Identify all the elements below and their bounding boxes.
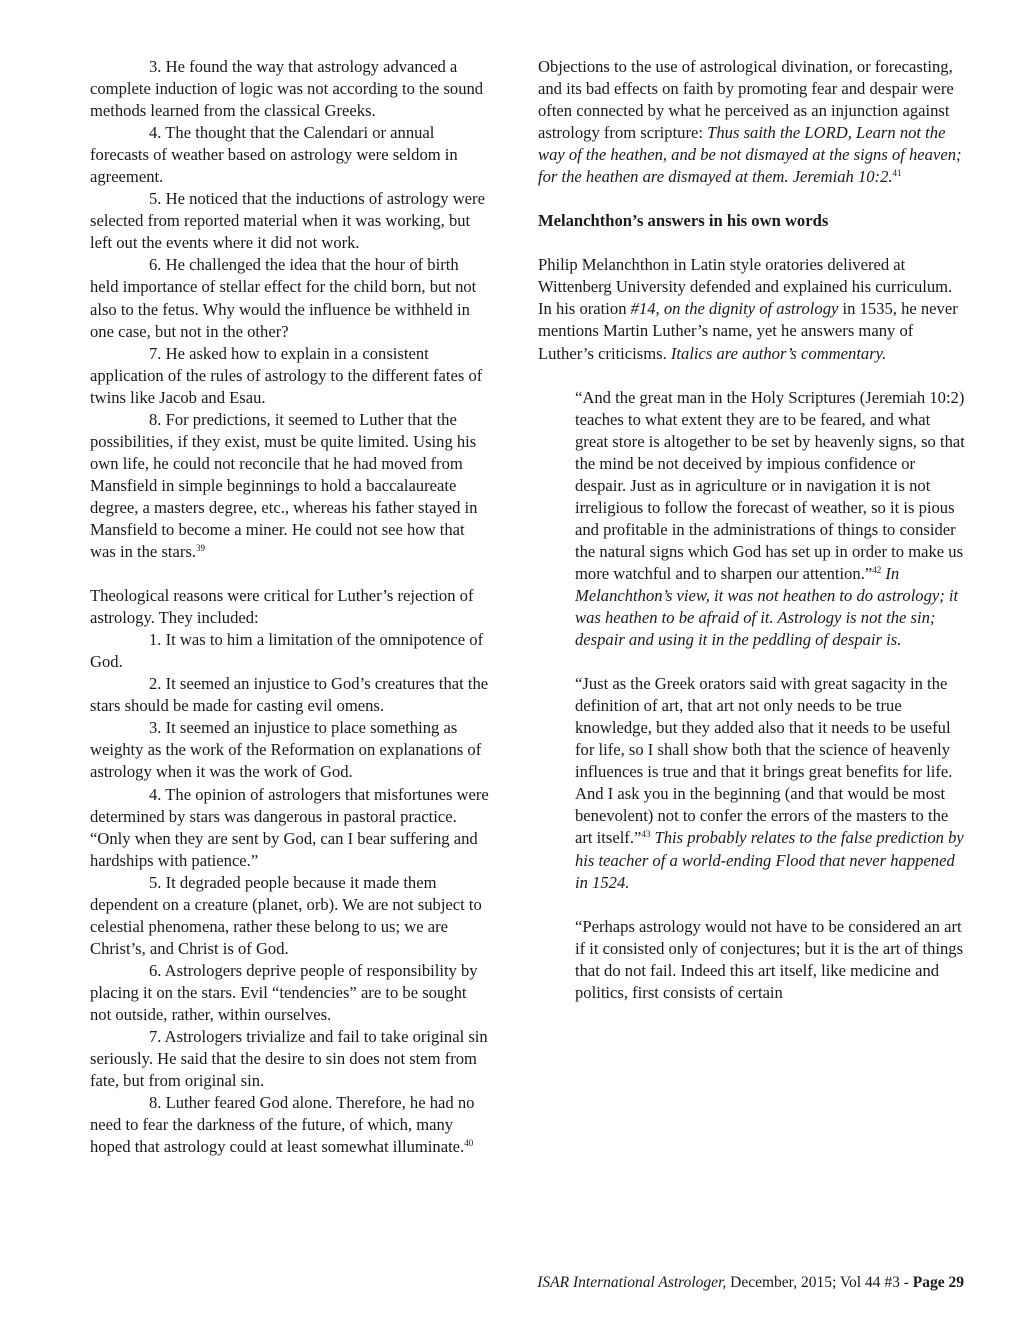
quote-3-text: “Perhaps astrology would not have to be considered an art if it consisted only of conjectures; but it is the art of things that do not fail. Indeed this art itself, like medicine and politics, first consists of certain <box>575 916 964 1002</box>
quote-2-text: “Just as the Greek orators said with great sagacity in the definition of art, that art not only needs to be true knowledge, but they added also that it needs to be useful for life, so I shall show both that the science of heavenly influences is true and that it brings great benefits for life. And I ask you in the beginning (and that would be most benevolent) not to confer the errors of the masters to the art itself.” <box>575 674 953 848</box>
footnote-ref-40: 40 <box>464 1138 474 1149</box>
block-quote-1 <box>538 387 966 652</box>
objections-paragraph <box>538 56 966 188</box>
reason-8-text: 8. Luther feared God alone. Therefore, he had no need to fear the darkness of the future, of which, many hoped that astrology could at least somewhat illuminate. <box>90 1093 475 1157</box>
luther-objection-5: 5. He noticed that the inductions of astrology were selected from reported material when it was working, but left out the events where it did not work. <box>90 189 485 253</box>
quote-1-paragraph <box>575 387 966 652</box>
publication-name: ISAR International Astrologer, <box>537 1274 727 1291</box>
luther-objection-4: 4. The thought that the Calendari or annual forecasts of weather based on astrology were seldom in agreement. <box>90 123 458 187</box>
footnote-ref-43: 43 <box>641 829 651 840</box>
theological-reason-1: 1. It was to him a limitation of the omnipotence of God. <box>90 630 484 672</box>
melanchthon-intro <box>538 254 966 364</box>
oration-title: #14, on the dignity of astrology <box>630 299 839 319</box>
quote-1-text: “And the great man in the Holy Scriptures (Jeremiah 10:2) teaches to what extent they are to be feared, and what great store is altogether to be set by heavenly signs, so that the mind be not deceived by impious confidence or despair. Just as in agriculture or in navigation it is not irreligious to follow the forecast of weather, so it is pious and profitable in the administrations of things to consider the natural signs which God has set up in order to make us more watchful and to sharpen our attention.” <box>575 387 965 583</box>
theological-reason-4: 4. The opinion of astrologers that misfortunes were determined by stars was dangerous in pastoral practice. “Only when they are sent by God, can I bear suffering and hardships with patience.” <box>90 784 489 870</box>
intro-part-b: in 1535, he never mentions Martin Luther’s name, yet he answers many of Luther’s criticisms. <box>538 299 958 363</box>
theological-reason-2: 2. It seemed an injustice to God’s creatures that the stars should be made for casting evil omens. <box>90 674 489 716</box>
objection-8-text: 8. For predictions, it seemed to Luther that the possibilities, if they exist, must be quite limited. Using his own life, he could not reconcile that he had moved from Mansfield in simple beginnings to hold a baccalaureate degree, a masters degree, etc., whereas his father stayed in Mansfield to become a miner. He could not see how that was in the stars. <box>90 409 478 562</box>
section-heading: Melanchthon’s answers in his own words <box>538 211 829 231</box>
theological-reason-3: 3. It seemed an injustice to place something as weighty as the work of the Reformation on explanations of astrology when it was the work of God. <box>90 718 482 782</box>
left-column <box>90 56 490 1158</box>
luther-objection-3: 3. He found the way that astrology advanced a complete induction of logic was not according to the sound methods learned from the classical Greeks. <box>90 57 484 121</box>
scripture-quote: Thus saith the LORD, Learn not the way of the heathen, and be not dismayed at the signs of heaven; for the heathen are dismayed at them. Jeremiah 10:2. <box>538 123 962 187</box>
objections-text: Objections to the use of astrological divination, or forecasting, and its bad effects on faith by promoting fear and despair were often connected by what he perceived as an injunction against astrology from scripture: <box>538 57 954 143</box>
block-quote-3 <box>538 916 966 1004</box>
author-comment-1: In Melanchthon’s view, it was not heathen to do astrology; it was heathen to be afraid of it. Astrology is not the sin; despair and using it in the peddling of despair is. <box>575 563 959 650</box>
block-quote-2 <box>538 673 966 893</box>
theological-reason-7: 7. Astrologers trivialize and fail to take original sin seriously. He said that the desire to sin does not stem from fate, but from original sin. <box>90 1027 488 1091</box>
footnote-ref-39: 39 <box>196 543 205 554</box>
theological-intro: Theological reasons were critical for Luther’s rejection of astrology. They included: <box>90 586 474 628</box>
issue-info: December, 2015; Vol 44 #3 - <box>730 1274 909 1291</box>
quote-2-paragraph <box>575 673 966 893</box>
page-number: Page 29 <box>912 1274 964 1291</box>
page-footer <box>537 1273 964 1293</box>
right-column <box>538 56 966 1004</box>
theological-reason-6: 6. Astrologers deprive people of responsibility by placing it on the stars. Evil “tendencies” are to be sought not outside, rather, within ourselves. <box>90 960 478 1024</box>
theological-reason-8 <box>90 1092 490 1158</box>
footnote-ref-42: 42 <box>872 564 882 575</box>
luther-objection-6: 6. He challenged the idea that the hour of birth held importance of stellar effect for the child born, but not also to the fetus. Why would the influence be withheld in one case, but not in the other? <box>90 255 477 341</box>
author-comment-2: This probably relates to the false prediction by his teacher of a world-ending Flood that never happened in 1524. <box>575 828 964 892</box>
luther-objection-8 <box>90 409 490 563</box>
theological-reason-5: 5. It degraded people because it made them dependent on a creature (planet, orb). We are not subject to celestial phenomena, rather these belong to us; we are Christ’s, and Christ is of God. <box>90 872 482 958</box>
intro-part-a: Philip Melanchthon in Latin style oratories delivered at Wittenberg University defended and explained his curriculum. In his oration <box>538 255 953 319</box>
footnote-ref-41: 41 <box>892 168 902 179</box>
luther-objection-7: 7. He asked how to explain in a consistent application of the rules of astrology to the different fates of twins like Jacob and Esau. <box>90 343 483 407</box>
italics-note: Italics are author’s commentary. <box>670 343 887 363</box>
